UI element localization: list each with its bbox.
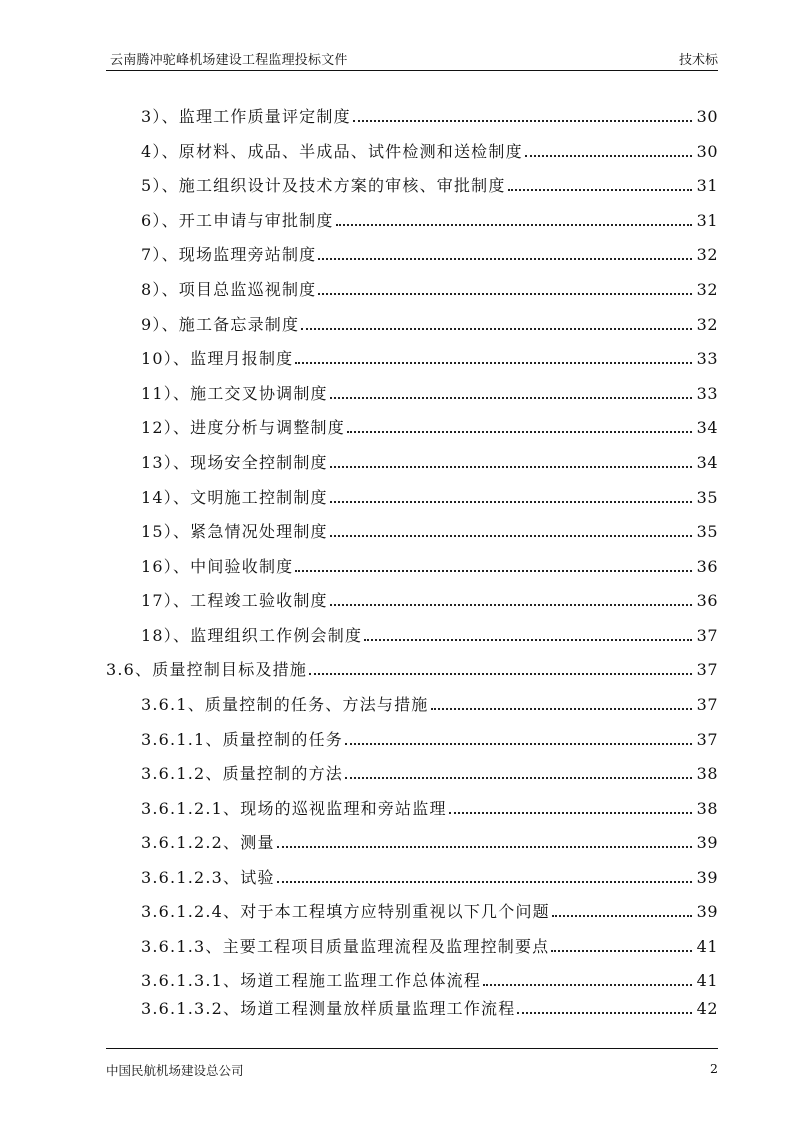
dot-leader [330, 397, 692, 399]
toc-entry-label: 14）、文明施工控制制度 [141, 488, 328, 507]
toc-entry-page: 30 [696, 142, 718, 161]
toc-entry-page: 42 [696, 999, 718, 1018]
toc-entry[interactable] [141, 967, 718, 991]
toc-entry-label: 13）、现场安全控制制度 [141, 453, 328, 472]
toc-entry[interactable] [141, 241, 718, 265]
dot-leader [508, 189, 692, 191]
toc-entry-label: 4）、原材料、成品、半成品、试件检测和送检制度 [141, 142, 523, 161]
toc-entry-page: 37 [696, 626, 718, 645]
toc-entry[interactable] [141, 449, 718, 473]
page-footer [106, 1048, 718, 1079]
toc-entry[interactable] [141, 933, 718, 957]
toc-entry-page: 34 [696, 453, 718, 472]
dot-leader [318, 258, 692, 260]
toc-entry-page: 38 [696, 799, 718, 818]
dot-leader [318, 293, 692, 295]
toc-entry[interactable] [141, 829, 718, 853]
toc-entry[interactable] [141, 864, 718, 888]
toc-entry-label: 3.6.1.3.2、场道工程测量放样质量监理工作流程 [141, 999, 516, 1018]
page-number: 2 [710, 1061, 718, 1076]
toc-entry-label: 3.6.1.2.1、现场的巡视监理和旁站监理 [141, 799, 447, 818]
toc-entry[interactable] [141, 103, 718, 127]
toc-entry-page: 37 [696, 660, 718, 679]
toc-entry[interactable] [141, 138, 718, 162]
dot-leader [330, 604, 692, 606]
toc-entry[interactable] [141, 484, 718, 508]
toc-entry-label: 15）、紧急情况处理制度 [141, 522, 328, 541]
toc-entry-page: 33 [696, 384, 718, 403]
dot-leader [277, 846, 692, 848]
toc-entry[interactable] [106, 656, 718, 680]
toc-entry-page: 39 [696, 833, 718, 852]
toc-entry-label: 6）、开工申请与审批制度 [141, 211, 334, 230]
dot-leader [449, 812, 692, 814]
toc-entry-label: 16）、中间验收制度 [141, 557, 294, 576]
toc-entry-page: 37 [696, 730, 718, 749]
toc-entry[interactable] [141, 207, 718, 231]
toc-entry-label: 3）、监理工作质量评定制度 [141, 107, 351, 126]
dot-leader [336, 224, 692, 226]
toc-entry-label: 9）、施工备忘录制度 [141, 315, 300, 334]
toc-entry-label: 17）、工程竣工验收制度 [141, 591, 328, 610]
toc-entry-label: 8）、项目总监巡视制度 [141, 280, 317, 299]
dot-leader [330, 535, 692, 537]
toc-entry-label: 18）、监理组织工作例会制度 [141, 626, 363, 645]
dot-leader [517, 1012, 692, 1014]
dot-leader [277, 881, 692, 883]
toc-entry-page: 41 [696, 937, 718, 956]
dot-leader [364, 639, 692, 641]
dot-leader [295, 570, 692, 572]
dot-leader [345, 743, 692, 745]
toc-entry-page: 36 [696, 591, 718, 610]
dot-leader [301, 328, 692, 330]
toc-entry-label: 10）、监理月报制度 [141, 349, 294, 368]
toc-entry-label: 12）、进度分析与调整制度 [141, 418, 345, 437]
dot-leader [309, 673, 692, 675]
toc-entry-label: 3.6.1.2.4、对于本工程填方应特别重视以下几个问题 [141, 902, 550, 921]
toc-entry[interactable] [141, 414, 718, 438]
dot-leader [552, 915, 692, 917]
toc-entry-page: 31 [696, 176, 718, 195]
toc-entry[interactable] [141, 995, 718, 1019]
company-name: 中国民航机场建设总公司 [106, 1063, 244, 1078]
toc-entry-page: 32 [696, 280, 718, 299]
toc-entry[interactable] [141, 276, 718, 300]
toc-entry-label: 3.6.1.3.1、场道工程施工监理工作总体流程 [141, 971, 482, 990]
toc-entry-label: 3.6.1.2.2、测量 [141, 833, 275, 852]
dot-leader [483, 984, 692, 986]
section-label: 技术标 [678, 53, 718, 68]
toc-entry-label: 3.6.1.2、质量控制的方法 [141, 764, 343, 783]
toc-entry[interactable] [141, 345, 718, 369]
toc-entry-page: 38 [696, 764, 718, 783]
toc-entry-label: 3.6.1.2.3、试验 [141, 868, 275, 887]
toc-entry[interactable] [141, 760, 718, 784]
toc-entry-page: 31 [696, 211, 718, 230]
toc-entry[interactable] [141, 172, 718, 196]
toc-entry-page: 34 [696, 418, 718, 437]
dot-leader [345, 777, 692, 779]
toc-entry-label: 3.6.1.3、主要工程项目质量监理流程及监理控制要点 [141, 937, 550, 956]
toc-entry-page: 35 [696, 522, 718, 541]
toc-entry[interactable] [141, 795, 718, 819]
toc-entry[interactable] [141, 380, 718, 404]
toc-entry[interactable] [141, 691, 718, 715]
dot-leader [330, 466, 692, 468]
toc-entry[interactable] [141, 518, 718, 542]
toc-entry-page: 33 [696, 349, 718, 368]
toc-entry-page: 32 [696, 315, 718, 334]
dot-leader [347, 431, 692, 433]
toc-entry[interactable] [141, 622, 718, 646]
dot-leader [431, 708, 692, 710]
toc-entry-page: 30 [696, 107, 718, 126]
toc-entry-page: 39 [696, 902, 718, 921]
toc-entry[interactable] [141, 726, 718, 750]
document-title: 云南腾冲驼峰机场建设工程监理投标文件 [110, 53, 348, 68]
toc-entry-page: 32 [696, 245, 718, 264]
toc-entry-page: 39 [696, 868, 718, 887]
toc-entry-page: 36 [696, 557, 718, 576]
toc-entry-label: 11）、施工交叉协调制度 [141, 384, 328, 403]
toc-entry-page: 35 [696, 488, 718, 507]
toc-entry[interactable] [141, 898, 718, 922]
toc-entry[interactable] [141, 553, 718, 577]
dot-leader [353, 120, 692, 122]
toc-entry-page: 37 [696, 695, 718, 714]
toc-entry[interactable] [141, 587, 718, 611]
toc-entry-page: 41 [696, 971, 718, 990]
dot-leader [525, 155, 692, 157]
toc-entry-label: 5）、施工组织设计及技术方案的审核、审批制度 [141, 176, 506, 195]
dot-leader [330, 501, 692, 503]
dot-leader [551, 950, 692, 952]
toc-entry-label: 3.6、质量控制目标及措施 [106, 660, 308, 679]
toc-entry[interactable] [141, 311, 718, 335]
toc-entry-label: 3.6.1.1、质量控制的任务 [141, 730, 343, 749]
toc-entry-label: 3.6.1、质量控制的任务、方法与措施 [141, 695, 429, 714]
dot-leader [295, 362, 692, 364]
toc-entry-label: 7）、现场监理旁站制度 [141, 245, 317, 264]
